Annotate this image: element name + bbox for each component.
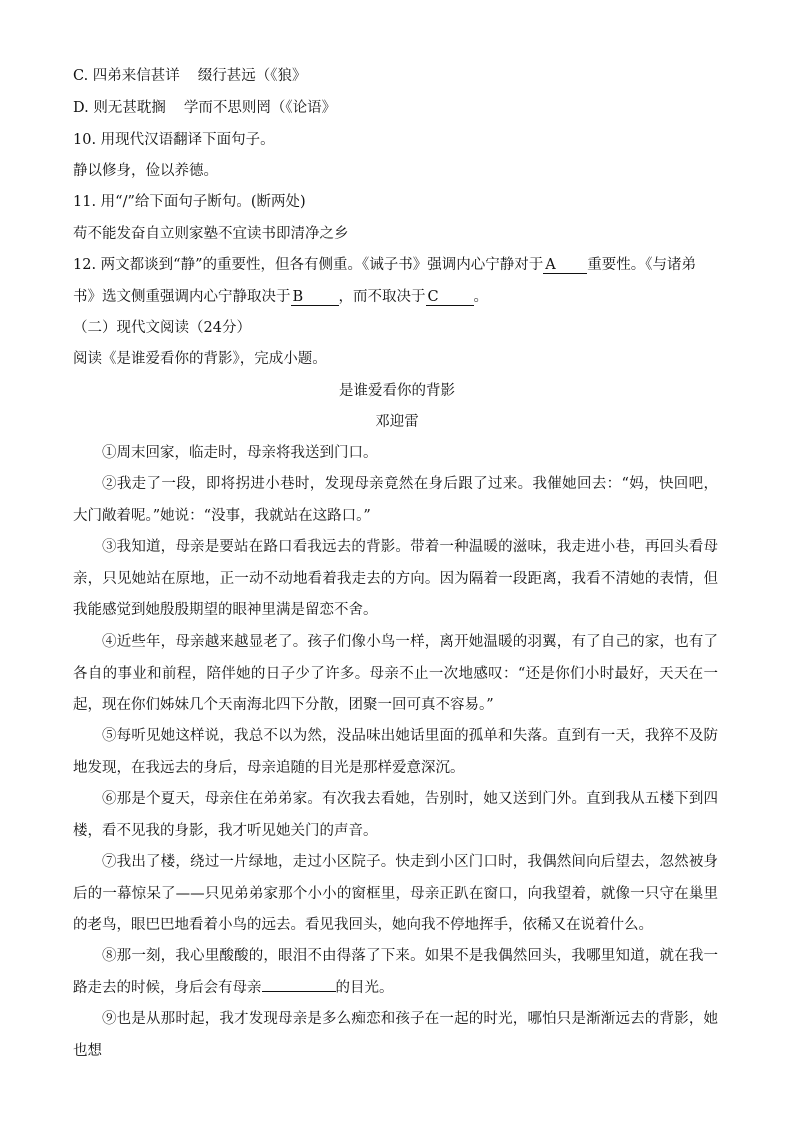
question-12-text-d: ，而不取决于 — [338, 289, 426, 305]
article-paragraph-8 — [73, 941, 718, 1004]
article-paragraph-5: ⑤每听见她这样说，我总不以为然，没品味出她话里面的孤单和失落。直到有一天，我猝不及防地发现，在我远去的身后，母亲追随的目光是那样爱意深沉。 — [73, 728, 718, 776]
section-heading: （二）现代文阅读（24分） — [73, 320, 251, 336]
question-11: 11. 用“/”给下面句子断句。(断两处) — [73, 194, 306, 210]
blank-c[interactable] — [426, 289, 474, 306]
blank-a[interactable] — [543, 257, 587, 274]
article-paragraph-7: ⑦我出了楼，绕过一片绿地，走过小区院子。快走到小区门口时，我偶然间向后望去，忽然被身后的一幕惊呆了——只见弟弟家那个小小的窗框里，母亲正趴在窗口，向我望着，就像一只守在巢里的老鸟，眼巴巴地看着小鸟的远去。看见我回头，她向我不停地挥手，依稀又在说着什么。 — [73, 854, 718, 934]
article-paragraph-2: ②我走了一段，即将拐进小巷时，发现母亲竟然在身后跟了过来。我催她回去：“妈，快回吧，大门敞着呢。”她说：“没事，我就站在这路口。” — [73, 476, 718, 524]
option-c — [73, 66, 307, 86]
option-c-part1: C. 四弟来信甚详 — [73, 68, 180, 84]
section-intro: 阅读《是谁爱看你的背影》，完成小题。 — [73, 351, 327, 367]
question-10: 10. 用现代汉语翻译下面句子。 — [73, 132, 275, 148]
option-d-part1: D. 则无甚耽搁 — [73, 100, 166, 116]
blank-paragraph-8[interactable] — [262, 991, 336, 992]
article-title: 是谁爱看你的背影 — [339, 383, 455, 399]
article-paragraph-4: ④近些年，母亲越来越显老了。孩子们像小鸟一样，离开她温暖的羽翼，有了自己的家，也有了各自的事业和前程，陪伴她的日子少了许多。母亲不止一次地感叹：“还是你们小时最好，天天在一起，现在你们姊妹几个天南海北四下分散，团聚一回可真不容易。” — [73, 634, 718, 714]
question-12-line2 — [73, 287, 488, 307]
question-12-text-c: 书》选文侧重强调内心宁静取决于 — [73, 289, 291, 305]
blank-b[interactable] — [291, 289, 339, 306]
article-paragraph-6: ⑥那是个夏天，母亲住在弟弟家。有次我去看她，告别时，她又送到门外。直到我从五楼下到四楼，看不见我的身影，我才听见她关门的声音。 — [73, 791, 718, 839]
question-12-text-b: 重要性。《与诸弟 — [587, 257, 696, 273]
article-paragraph-3: ③我知道，母亲是要站在路口看我远去的背影。带着一种温暖的滋味，我走进小巷，再回头看母亲，只见她站在原地，正一动不动地看着我走去的方向。因为隔着一段距离，我看不清她的表情，但我能感觉到她殷殷期望的眼神里满是留恋不舍。 — [73, 539, 718, 619]
paragraph-8-text-a: ⑧那一刻，我心里酸酸的，眼泪不由得落了下来。如果不是我偶然回头，我哪里知道，就在我一路走去的时候，身后会有母亲 — [73, 948, 718, 996]
question-12-text-e: 。 — [473, 289, 488, 305]
blank-b-label: B — [292, 289, 304, 305]
option-d — [73, 98, 336, 118]
paragraph-8-text-b: 的目光。 — [335, 979, 394, 996]
question-12-line1 — [73, 255, 696, 275]
question-10-text: 静以修身，俭以养德。 — [73, 163, 218, 179]
article-paragraph-1: ①周末回家，临走时，母亲将我送到门口。 — [102, 445, 378, 461]
blank-c-label: C — [427, 289, 439, 305]
option-d-part2: 学而不思则罔（《论语》 — [183, 100, 337, 116]
question-11-text: 苟不能发奋自立则家塾不宜读书即清净之乡 — [73, 226, 349, 242]
article-paragraph-9: ⑨也是从那时起，我才发现母亲是多么痴恋和孩子在一起的时光，哪怕只是渐渐远去的背影，她也想 — [73, 1011, 718, 1059]
blank-a-label: A — [545, 257, 556, 273]
option-c-part2: 缀行甚远（《狼》 — [197, 68, 307, 84]
article-author: 邓迎雷 — [375, 414, 419, 430]
question-12-text-a: 12. 两文都谈到“静”的重要性，但各有侧重。《诫子书》强调内心宁静对于 — [73, 257, 544, 273]
